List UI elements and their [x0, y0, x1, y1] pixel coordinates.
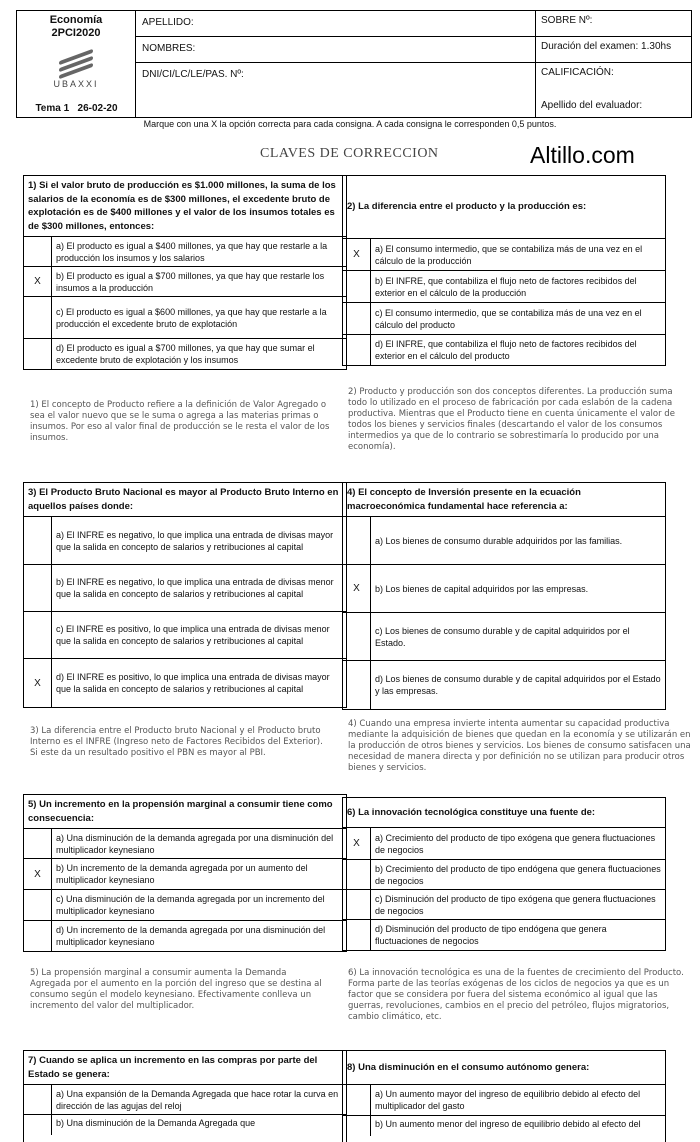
answer-option: c) El producto es igual a $600 millones, ya que hay que restarle a la producción el excedente bruto de explotación	[56, 306, 327, 329]
course-code: 2PCI2020	[51, 27, 101, 39]
question-title: 5) Un incremento en la propensión marginal a consumir tiene como consecuencia:	[24, 795, 346, 829]
answer-option: d) Disminución del producto de tipo endógena que genera fluctuaciones de negocios	[375, 924, 607, 946]
answer-mark[interactable]	[343, 613, 371, 660]
question-title: 3) El Producto Bruto Nacional es mayor al Producto Bruto Interno en aquellos países donde:	[24, 483, 346, 517]
exam-header	[16, 10, 692, 118]
tema-date: Tema 1 26-02-20	[35, 103, 118, 114]
answer-option: a) Una disminución de la demanda agregada por una disminución del multiplicador keynesiano	[56, 832, 334, 855]
answer-option: b) El INFRE es negativo, lo que implica una entrada de divisas menor que la salida en concepto de salarios y retribuciones al capital	[56, 577, 334, 599]
answer-option: d) Los bienes de consumo durable y de capital adquiridos por el Estado y las empresas.	[375, 674, 661, 696]
question-title: 6) La innovación tecnológica constituye una fuente de:	[343, 798, 665, 828]
explanation-2: 2) Producto y producción son dos conceptos diferentes. La producción suma todo lo utilizado en el proceso de fabricación por cada eslabón de la cadena productiva. Mientras que el Producto tiene en cuenta únicamente el valor de todos los bienes y servicios finales (descartando el valor de los consumos intermedios ya que de lo contrario se sobrestimaría lo producido por una economía).	[348, 387, 675, 452]
answer-mark[interactable]	[343, 890, 371, 919]
question-title: 2) La diferencia entre el producto y la producción es:	[343, 176, 665, 239]
duration-label: Duración del examen: 1.30hs	[536, 37, 691, 63]
answer-mark[interactable]: X	[343, 828, 371, 859]
answer-mark[interactable]	[24, 565, 52, 611]
answer-mark[interactable]	[24, 297, 52, 338]
sobre-field[interactable]: SOBRE Nº:	[536, 11, 691, 37]
answer-mark[interactable]	[343, 661, 371, 709]
answer-mark[interactable]	[24, 339, 52, 369]
student-fields	[136, 11, 535, 117]
answer-option: a) Un aumento mayor del ingreso de equilibrio debido al efecto del multiplicador del gasto	[375, 1089, 641, 1111]
question-title: 4) El concepto de Inversión presente en la ecuación macroeconómica fundamental hace referencia a:	[343, 483, 665, 517]
answer-option: c) Los bienes de consumo durable y de capital adquiridos por el Estado.	[375, 625, 630, 648]
answer-mark[interactable]: X	[24, 859, 52, 889]
answer-mark[interactable]	[343, 860, 371, 889]
answer-option: b) El producto es igual a $700 millones, ya que hay que restarle los insumos a la producción	[56, 270, 325, 293]
answer-mark[interactable]	[343, 920, 371, 950]
answer-option: a) El consumo intermedio, que se contabiliza más de una vez en el cálculo de la producción	[375, 243, 643, 266]
answer-mark[interactable]: X	[343, 565, 371, 612]
nombres-field[interactable]: NOMBRES:	[136, 37, 535, 63]
answer-option: d) El producto es igual a $700 millones, ya que hay que sumar el excedente bruto de explotación y los insumos	[56, 343, 315, 365]
answer-mark[interactable]: X	[343, 239, 371, 270]
answer-mark[interactable]	[343, 271, 371, 302]
answer-mark[interactable]	[24, 237, 52, 266]
question-title: 7) Cuando se aplica un incremento en las compras por parte del Estado se genera:	[24, 1051, 346, 1085]
apellido-field[interactable]: APELLIDO:	[136, 11, 535, 37]
answer-option: a) El producto es igual a $400 millones, ya que hay que restarle a la producción los insumos y los salarios	[56, 240, 328, 263]
question-title: 8) Una disminución en el consumo autónomo genera:	[343, 1051, 665, 1085]
question-2	[342, 175, 666, 366]
answer-mark[interactable]	[24, 612, 52, 658]
answer-option: c) El INFRE es positivo, lo que implica una entrada de divisas menor que la salida en concepto de salarios y retribuciones al capital	[56, 624, 330, 646]
grade-field[interactable]: CALIFICACIÓN: Apellido del evaluador:	[541, 67, 643, 111]
evaluator-label: Apellido del evaluador:	[541, 100, 643, 111]
explanation-6: 6) La innovación tecnológica es una de la fuentes de crecimiento del Producto. Forma parte de las teorías exógenas de los ciclos de negocios ya que es un factor que se considera por fuera del sistema económico al igual que las guerras, revoluciones, cambios en el precio del petróleo, flujos migratorios, cambio climático, etc.	[348, 968, 684, 1022]
question-6	[342, 797, 666, 951]
explanation-3: 3) La diferencia entre el Producto bruto Nacional y el Producto bruto Interno es el INFRE (Ingreso neto de Factores Recibidos del Exterior). Si este da un resultado positivo el PBN es mayor al PBI.	[30, 726, 323, 758]
answer-mark[interactable]	[24, 1115, 52, 1135]
answer-mark[interactable]: X	[24, 267, 52, 296]
explanation-4: 4) Cuando una empresa invierte intenta aumentar su capacidad productiva mediante la adquisición de bienes que quedan en la economía y se utilizarán en la producción de otros bienes y servicios. Los bienes de consumo satisfacen una necesidad de manera directa y por definición no se utilizan para producir otros bienes y servicios.	[348, 719, 691, 773]
explanation-5: 5) La propensión marginal a consumir aumenta la Demanda Agregada por el aumento en la porción del ingreso que se destina al consumo según el modelo keynesiano. Efectivamente conlleva un incremento del valor del multiplicador.	[30, 968, 322, 1011]
answer-mark[interactable]	[343, 1085, 371, 1115]
answer-option: c) Una disminución de la demanda agregada por un incremento del multiplicador keynesiano	[56, 894, 325, 916]
dni-field[interactable]: DNI/CI/LC/LE/PAS. Nº:	[142, 69, 244, 80]
question-4	[342, 482, 666, 710]
question-5	[23, 794, 347, 952]
answer-option: d) Un incremento de la demanda agregada por una disminución del multiplicador keynesiano	[56, 925, 326, 947]
answer-option: c) El consumo intermedio, que se contabiliza más de una vez en el cálculo del producto	[375, 307, 642, 330]
explanation-1: 1) El concepto de Producto refiere a la definición de Valor Agregado o sea el valor nuevo que se le suma o agrega a las materias primas o insumos. Por eso al valor final de producción se le resta el valor de los insumos.	[30, 400, 330, 443]
answer-mark[interactable]	[343, 1116, 371, 1136]
answer-mark[interactable]	[24, 890, 52, 920]
answer-mark[interactable]	[24, 921, 52, 951]
answer-option: d) El INFRE, que contabiliza el flujo neto de factores recibidos del exterior en el cálculo del producto	[375, 339, 637, 361]
question-title: 1) Si el valor bruto de producción es $1.000 millones, la suma de los salarios de la economía es de $300 millones, el excedente bruto de explotación es de $400 millones y el valor de los insumos totales es de $300 millones, entonces:	[24, 176, 346, 237]
answer-option: d) El INFRE es positivo, lo que implica una entrada de divisas mayor que la salida en concepto de salarios y retribuciones al capital	[56, 672, 330, 694]
answer-option: b) El INFRE, que contabiliza el flujo neto de factores recibidos del exterior en el cálculo de la producción	[375, 275, 637, 298]
answer-mark[interactable]	[343, 303, 371, 334]
answer-option: b) Crecimiento del producto de tipo endógena que genera fluctuaciones de negocios	[375, 863, 661, 886]
answer-option: a) Los bienes de consumo durable adquiridos por las familias.	[375, 535, 623, 546]
answer-mark[interactable]	[24, 517, 52, 564]
answer-mark[interactable]	[343, 335, 371, 365]
question-1	[23, 175, 347, 370]
answer-option: b) Un aumento menor del ingreso de equilibrio debido al efecto del	[375, 1119, 641, 1129]
answer-option: a) Una expansión de la Demanda Agregada que hace rotar la curva en dirección de las agujas del reloj	[56, 1088, 339, 1111]
answer-mark[interactable]	[24, 829, 52, 858]
instructions: Marque con una X la opción correcta para cada consigna. A cada consigna le corresponden 0,5 puntos.	[143, 119, 557, 129]
ubaxxi-logo	[57, 52, 95, 76]
answer-option: b) Los bienes de capital adquiridos por las empresas.	[375, 583, 589, 594]
answer-option: a) Crecimiento del producto de tipo exógena que genera fluctuaciones de negocios	[375, 832, 656, 855]
answer-mark[interactable]	[343, 517, 371, 564]
answer-option: b) Un incremento de la demanda agregada por un aumento del multiplicador keynesiano	[56, 863, 308, 885]
answer-option: a) El INFRE es negativo, lo que implica una entrada de divisas mayor que la salida en concepto de salarios y retribuciones al capital	[56, 529, 334, 552]
answer-mark[interactable]	[24, 1085, 52, 1114]
answer-option: c) Disminución del producto de tipo exógena que genera fluctuaciones de negocios	[375, 893, 656, 916]
watermark: Altillo.com	[530, 142, 635, 168]
exam-info	[535, 11, 691, 117]
question-8	[342, 1050, 666, 1142]
question-7	[23, 1050, 347, 1142]
page-title: CLAVES DE CORRECCION	[260, 146, 439, 161]
answer-option: b) Una disminución de la Demanda Agregada que	[56, 1118, 256, 1128]
answer-mark[interactable]: X	[24, 659, 52, 707]
course-box	[17, 11, 136, 117]
question-3	[23, 482, 347, 708]
logo-text: UBAXXI	[53, 79, 99, 89]
course-name: Economía	[49, 14, 103, 26]
